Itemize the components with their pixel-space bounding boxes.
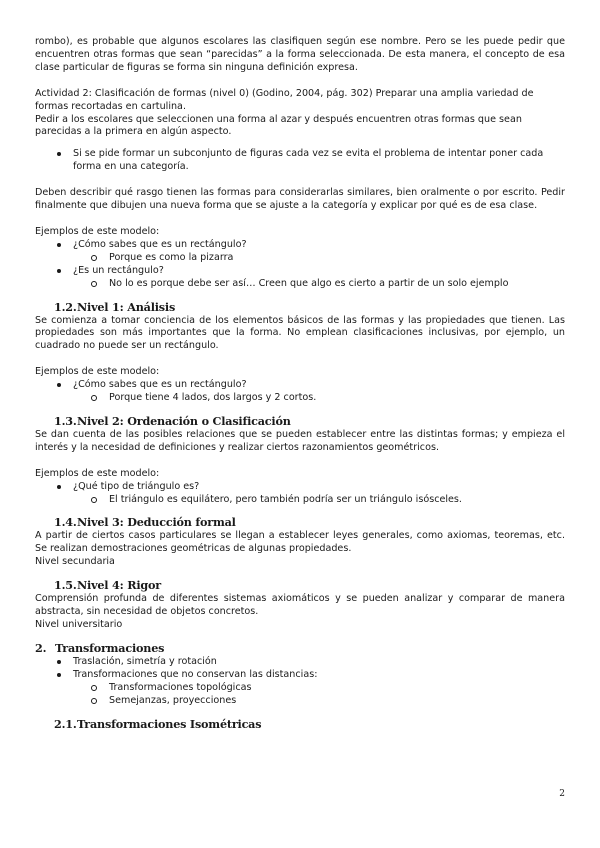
section-heading-1-3 xyxy=(35,414,565,429)
section-heading-1-2 xyxy=(35,300,565,315)
section-note: Nivel universitario xyxy=(35,619,123,630)
list-item: ¿Cómo sabes que es un rectángulo? xyxy=(35,239,565,252)
section-title: Nivel 4: Rigor xyxy=(77,578,161,593)
section-number: 2.1. xyxy=(54,716,77,731)
section-title: Transformaciones xyxy=(55,640,165,655)
section-title: Nivel 1: Análisis xyxy=(77,299,176,314)
section-title: Nivel 2: Ordenación o Clasificación xyxy=(77,413,291,428)
examples-label: Ejemplos de este modelo: xyxy=(35,225,160,237)
list-subitem: Porque es como la pizarra xyxy=(35,252,565,265)
describe-paragraph: Deben describir qué rasgo tienen las formas para considerarlas similares, bien oralmente o por escrito. Pedir finalmente que dibujen una nueva forma que se ajuste a la categoría y explicar por qué es de esa clase. xyxy=(35,187,565,212)
list-subitem: No lo es porque debe ser así… Creen que algo es cierto a partir de un solo ejemplo xyxy=(35,278,565,291)
list-item: Traslación, simetría y rotación xyxy=(35,656,565,669)
list-item: ¿Es un rectángulo? xyxy=(35,265,565,278)
section-number: 1.4. xyxy=(54,515,77,530)
section-heading-2 xyxy=(35,641,565,656)
list-item: Transformaciones que no conservan las distancias: xyxy=(35,669,565,682)
section-body: Se comienza a tomar conciencia de los elementos básicos de las formas y las propiedades que tienen. Las propiedades son más importantes que la forma. No emplean clasificaciones inclusivas, por ejemplo, un cuadrado no puede ser un rectángulo. xyxy=(35,314,565,352)
list-subitem: El triángulo es equilátero, pero también podría ser un triángulo isósceles. xyxy=(35,494,565,507)
transformations-list xyxy=(35,656,565,708)
page-number: 2 xyxy=(559,789,565,799)
list-item: Si se pide formar un subconjunto de figuras cada vez se evita el problema de intentar poner cada forma en una categoría. xyxy=(35,148,565,174)
intro-paragraph: rombo), es probable que algunos escolares las clasifiquen según ese nombre. Pero se les puede pedir que encuentren otras formas que sean “parecidas” a la forma seleccionada. De esta manera, el concepto de esa clase particular de figuras se forma sin ninguna definición expresa. xyxy=(35,36,565,73)
section-body: A partir de ciertos casos particulares se llegan a establecer leyes generales, como axiomas, teoremas, etc. Se realizan demostraciones geométricas de algunas propiedades. xyxy=(35,530,565,555)
list-subitem: Semejanzas, proyecciones xyxy=(35,695,565,708)
examples-label: Ejemplos de este modelo: xyxy=(35,366,160,378)
section-heading-1-5 xyxy=(35,578,565,593)
examples-list xyxy=(35,239,565,291)
section-title: Transformaciones Isométricas xyxy=(77,716,262,731)
page-content xyxy=(35,36,565,732)
examples-list xyxy=(35,379,565,405)
activity-paragraph: Actividad 2: Clasificación de formas (nivel 0) (Godino, 2004, pág. 302) Preparar una amplia variedad de formas recortadas en cartulina. xyxy=(35,87,534,112)
list-item: ¿Cómo sabes que es un rectángulo? xyxy=(35,379,565,392)
section-number: 1.5. xyxy=(54,578,77,593)
section-title: Nivel 3: Deducción formal xyxy=(77,515,236,530)
examples-label: Ejemplos de este modelo: xyxy=(35,467,160,479)
section-number: 1.3. xyxy=(54,413,77,428)
list-subitem: Porque tiene 4 lados, dos largos y 2 cortos. xyxy=(35,392,565,405)
list-subitem: Transformaciones topológicas xyxy=(35,682,565,695)
section-number: 1.2. xyxy=(54,299,77,314)
section-body: Comprensión profunda de diferentes sistemas axiomáticos y se pueden analizar y comparar de manera abstracta, sin necesidad de objetos concretos. xyxy=(35,593,565,618)
activity-bullet-list xyxy=(35,148,565,174)
activity-instructions: Pedir a los escolares que seleccionen una forma al azar y después encuentren otras formas que sean parecidas a la primera en algún aspecto. xyxy=(35,113,522,138)
section-heading-1-4 xyxy=(35,515,565,530)
section-heading-2-1 xyxy=(35,717,565,732)
section-number: 2. xyxy=(35,640,47,655)
section-body: Se dan cuenta de las posibles relaciones que se pueden establecer entre las distintas formas; y empieza el interés y la necesidad de definiciones y realizar ciertos razonamientos geométricos. xyxy=(35,428,565,453)
section-note: Nivel secundaria xyxy=(35,556,115,568)
list-item: ¿Qué tipo de triángulo es? xyxy=(35,481,565,494)
examples-list xyxy=(35,481,565,507)
